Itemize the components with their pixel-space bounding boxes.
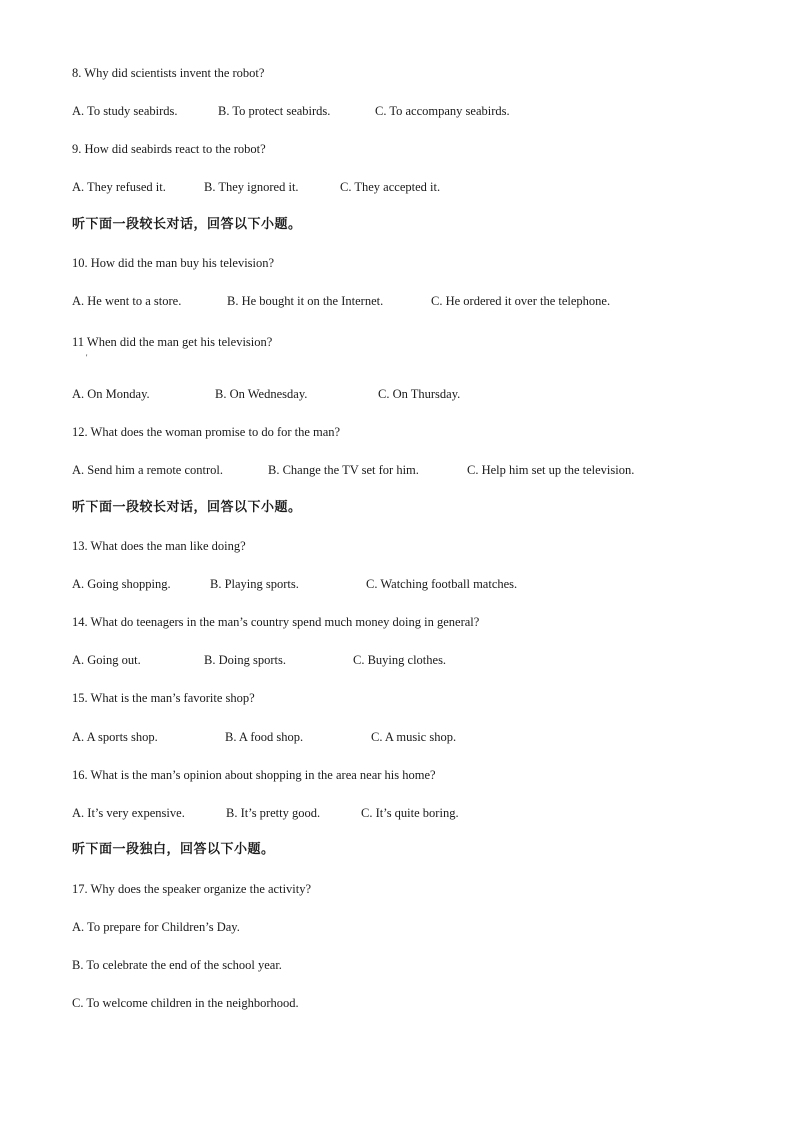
question-9: 9. How did seabirds react to the robot? [72, 142, 266, 156]
q13-option-a: A. Going shopping. [72, 577, 171, 591]
q8-option-c: C. To accompany seabirds. [375, 104, 510, 118]
q10-option-c: C. He ordered it over the telephone. [431, 294, 611, 308]
question-17: 17. Why does the speaker organize the activity? [72, 882, 312, 896]
question-12: 12. What does the woman promise to do for the man? [72, 425, 341, 439]
q9-option-b: B. They ignored it. [204, 180, 299, 194]
q10-option-a: A. He went to a store. [72, 294, 182, 308]
q11-option-c: C. On Thursday. [378, 387, 461, 401]
q12-option-b: B. Change the TV set for him. [268, 463, 419, 477]
q17-option-c: C. To welcome children in the neighborhood. [72, 996, 299, 1010]
q12-option-a: A. Send him a remote control. [72, 463, 224, 477]
q16-option-b: B. It’s pretty good. [226, 806, 321, 820]
q11-option-b: B. On Wednesday. [215, 387, 308, 401]
question-8: 8. Why did scientists invent the robot? [72, 66, 265, 80]
q14-option-c: C. Buying clothes. [353, 653, 447, 667]
q8-option-a: A. To study seabirds. [72, 104, 178, 118]
q14-option-a: A. Going out. [72, 653, 141, 667]
stray-mark: ' [86, 353, 88, 362]
question-15: 15. What is the man’s favorite shop? [72, 691, 255, 705]
q12-option-c: C. Help him set up the television. [467, 463, 635, 477]
question-16: 16. What is the man’s opinion about shopping in the area near his home? [72, 768, 436, 782]
q13-option-c: C. Watching football matches. [366, 577, 518, 591]
section-heading-2: 听下面一段较长对话，回答以下小题。 [72, 500, 302, 515]
q17-option-b: B. To celebrate the end of the school year. [72, 958, 282, 972]
q16-option-c: C. It’s quite boring. [361, 806, 459, 820]
q9-option-c: C. They accepted it. [340, 180, 441, 194]
q15-option-c: C. A music shop. [371, 730, 457, 744]
question-14: 14. What do teenagers in the man’s country spend much money doing in general? [72, 615, 480, 629]
q9-option-a: A. They refused it. [72, 180, 166, 194]
q11-option-a: A. On Monday. [72, 387, 150, 401]
question-11: 11 When did the man get his television? [72, 335, 273, 349]
section-heading-1: 听下面一段较长对话，回答以下小题。 [72, 217, 302, 232]
q10-option-b: B. He bought it on the Internet. [227, 294, 384, 308]
q8-option-b: B. To protect seabirds. [218, 104, 331, 118]
q15-option-a: A. A sports shop. [72, 730, 158, 744]
q14-option-b: B. Doing sports. [204, 653, 286, 667]
q17-option-a: A. To prepare for Children’s Day. [72, 920, 240, 934]
question-10: 10. How did the man buy his television? [72, 256, 275, 270]
q15-option-b: B. A food shop. [225, 730, 304, 744]
question-13: 13. What does the man like doing? [72, 539, 246, 553]
q13-option-b: B. Playing sports. [210, 577, 299, 591]
section-heading-3: 听下面一段独白，回答以下小题。 [72, 842, 275, 857]
q16-option-a: A. It’s very expensive. [72, 806, 185, 820]
